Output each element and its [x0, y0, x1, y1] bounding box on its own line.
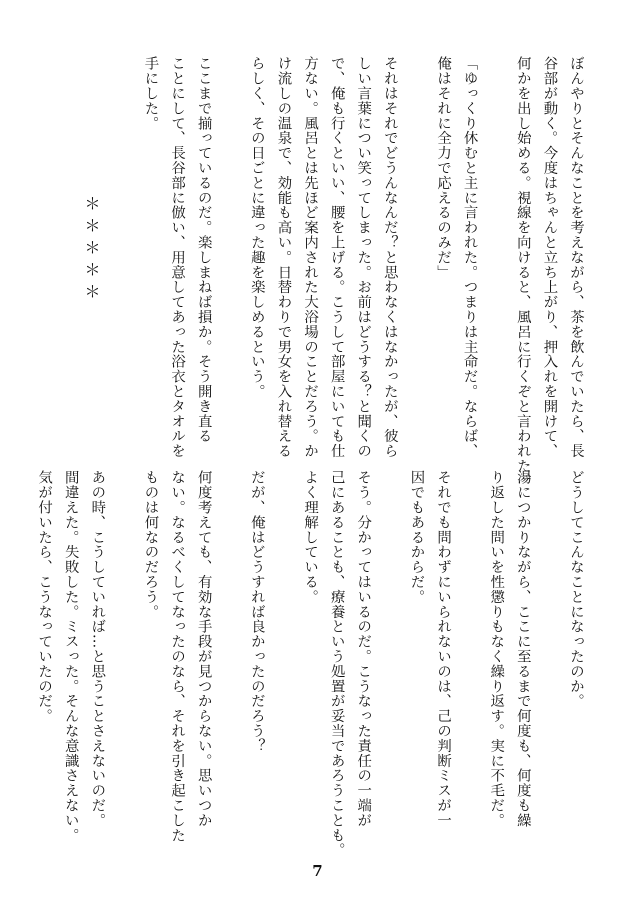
text-line: り返した問いを性懲りもなく繰り返す。実に不毛だ。: [488, 470, 505, 828]
text-line: 何かを出し始める。視線を向けると、風呂に行くぞと言われた。: [514, 56, 531, 489]
text-line: 己にあることも、療養という処置が妥当であろうことも。: [328, 470, 345, 858]
text-line: ここまで揃っているのだ。楽しまねば損か。そう開き直る: [195, 56, 212, 444]
blank-line: [456, 470, 483, 830]
text-line: 湯につかりながら、ここに至るまで何度も、何度も繰: [514, 470, 531, 828]
blank-line: [536, 470, 563, 830]
text-line: 何度考えても、有効な手段が見つからない。思いつか: [195, 470, 212, 828]
text-line: ない。なるべくしてなったのなら、それを引き起こした: [169, 470, 186, 843]
scene-divider: ＊＊＊＊＊: [82, 195, 101, 305]
text-line: よく理解している。: [302, 470, 319, 605]
text-line: それはそれでどうんなんだ？と思わなくはなかったが、彼ら: [381, 56, 398, 459]
text-line: だが、俺はどうすれば良かったのだろう？: [248, 470, 265, 754]
text-line: あの時、こうしていれば…と思うことさえないのだ。: [89, 470, 106, 828]
page-number: 7: [312, 862, 323, 880]
text-line: 気が付いたら、こうなっていたのだ。: [36, 470, 53, 724]
text-line: 因でもあるからだ。: [408, 470, 425, 605]
text-line: ぼんやりとそんなことを考えながら、茶を飲んでいたら、長: [568, 56, 584, 459]
text-line: 間違えた。失敗した。ミスった。そんな意識さえない。: [62, 470, 79, 843]
blank-line: [217, 470, 244, 830]
blank-line: [217, 56, 244, 416]
text-line: らしく、その日ごとに違った趣を楽しめるという。: [248, 56, 265, 399]
top-text-block: [137, 56, 589, 489]
blank-line: [110, 470, 137, 830]
text-line: それでも問わずにいられないのは、己の判断ミスが一: [435, 470, 452, 828]
blank-line: [270, 470, 297, 830]
text-line: で、俺も行くといい、腰を上げる。こうして部屋にいても仕: [328, 56, 345, 459]
text-line: ことにして、長谷部に倣い、用意してあった浴衣とタオルを: [169, 56, 186, 459]
blank-line: [483, 56, 510, 416]
blank-line: [403, 56, 430, 416]
text-line: 手にした。: [142, 56, 159, 131]
blank-line: [376, 470, 403, 830]
text-line: 俺はそれに全力で応えるのみだ」: [435, 56, 452, 280]
text-line: しい言葉につい笑ってしまった。お前はどうする？と聞くの: [355, 56, 372, 459]
blank-line: [4, 470, 31, 830]
text-line: そう。分かってはいるのだ。こうなった責任の一端が: [355, 470, 372, 828]
text-line: 「ゆっくり休むと主に言われた。つまりは主命だ。ならば、: [461, 56, 478, 459]
text-line: ものは何なのだろう。: [142, 470, 159, 619]
text-line: 方ない。風呂とは先ほど案内された大浴場のことだろう。か: [302, 56, 319, 459]
text-line: [0, 470, 4, 830]
text-line: 谷部が動く。今度はちゃんと立ち上がり、押入れを開けて、: [541, 56, 558, 459]
bottom-text-block: [0, 470, 589, 858]
text-line: け流しの温泉で、効能も高い。日替わりで男女を入れ替える: [275, 56, 292, 459]
text-line: どうしてこんなことになったのか。: [568, 470, 584, 709]
